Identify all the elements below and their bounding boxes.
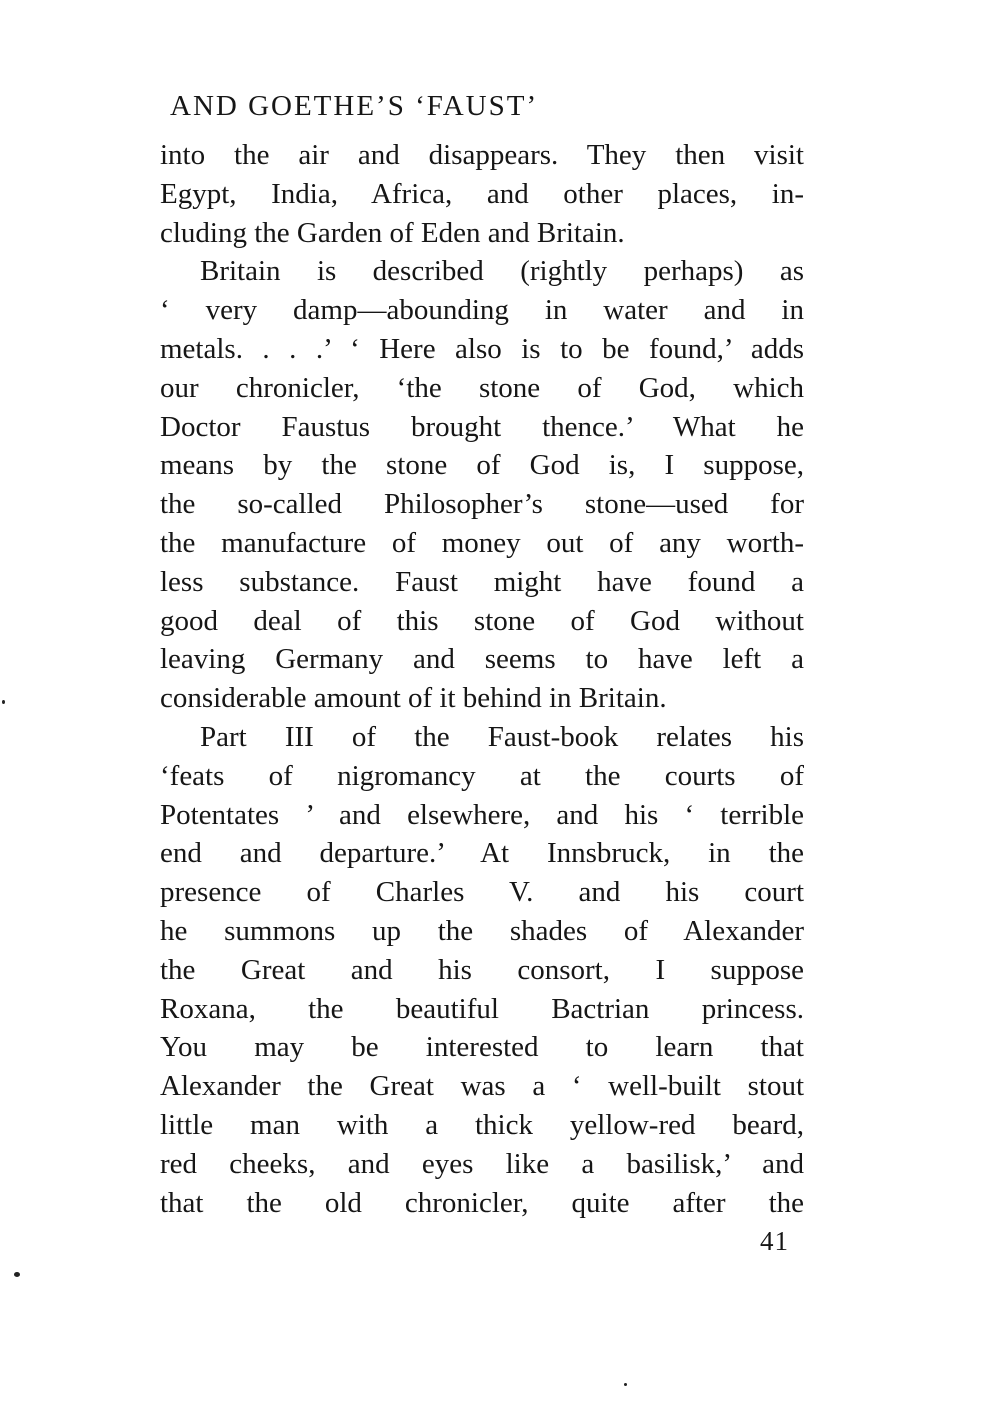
- body-text: [160, 136, 804, 1222]
- text-line: Potentates ’ and elsewhere, and his ‘ terrible: [160, 798, 804, 831]
- scan-speck: [14, 1272, 20, 1277]
- text-line: that the old chronicler, quite after the: [160, 1186, 804, 1219]
- running-head: AND GOETHE’S ‘FAUST’: [170, 90, 539, 122]
- text-line: he summons up the shades of Alexander: [160, 914, 804, 947]
- text-line: good deal of this stone of God without: [160, 604, 804, 637]
- text-line: the so-called Philosopher’s stone—used for: [160, 488, 804, 521]
- text-line: the Great and his consort, I suppose: [160, 953, 804, 986]
- text-line: end and departure.’ At Innsbruck, in the: [160, 837, 804, 870]
- text-line: Britain is described (rightly perhaps) as: [200, 255, 804, 288]
- text-line: considerable amount of it behind in Britain.: [160, 682, 667, 715]
- text-line: less substance. Faust might have found a: [160, 565, 804, 598]
- text-line: ‘ very damp—abounding in water and in: [160, 294, 804, 327]
- text-line: into the air and disappears. They then visit: [160, 139, 804, 171]
- text-line: Part III of the Faust-book relates his: [200, 720, 804, 753]
- text-line: cluding the Garden of Eden and Britain.: [160, 216, 625, 249]
- text-line: metals. . . .’ ‘ Here also is to be found,’ adds: [160, 332, 804, 365]
- text-line: Alexander the Great was a ‘ well-built stout: [160, 1070, 804, 1103]
- text-line: Doctor Faustus brought thence.’ What he: [160, 410, 804, 443]
- text-line: You may be interested to learn that: [160, 1031, 804, 1064]
- text-line: our chronicler, ‘the stone of God, which: [160, 371, 804, 404]
- text-line: ‘feats of nigromancy at the courts of: [160, 759, 804, 792]
- text-line: Egypt, India, Africa, and other places, in-: [160, 177, 804, 210]
- text-line: presence of Charles V. and his court: [160, 876, 804, 909]
- text-line: Roxana, the beautiful Bactrian princess.: [160, 992, 804, 1025]
- text-line: the manufacture of money out of any worth-: [160, 526, 804, 559]
- text-line: little man with a thick yellow-red beard,: [160, 1108, 804, 1141]
- text-line: means by the stone of God is, I suppose,: [160, 449, 804, 482]
- page-number: 41: [760, 1226, 789, 1256]
- scan-speck: [624, 1383, 627, 1386]
- scan-speck: [2, 700, 5, 704]
- text-line: leaving Germany and seems to have left a: [160, 643, 804, 676]
- text-line: red cheeks, and eyes like a basilisk,’ and: [160, 1147, 804, 1180]
